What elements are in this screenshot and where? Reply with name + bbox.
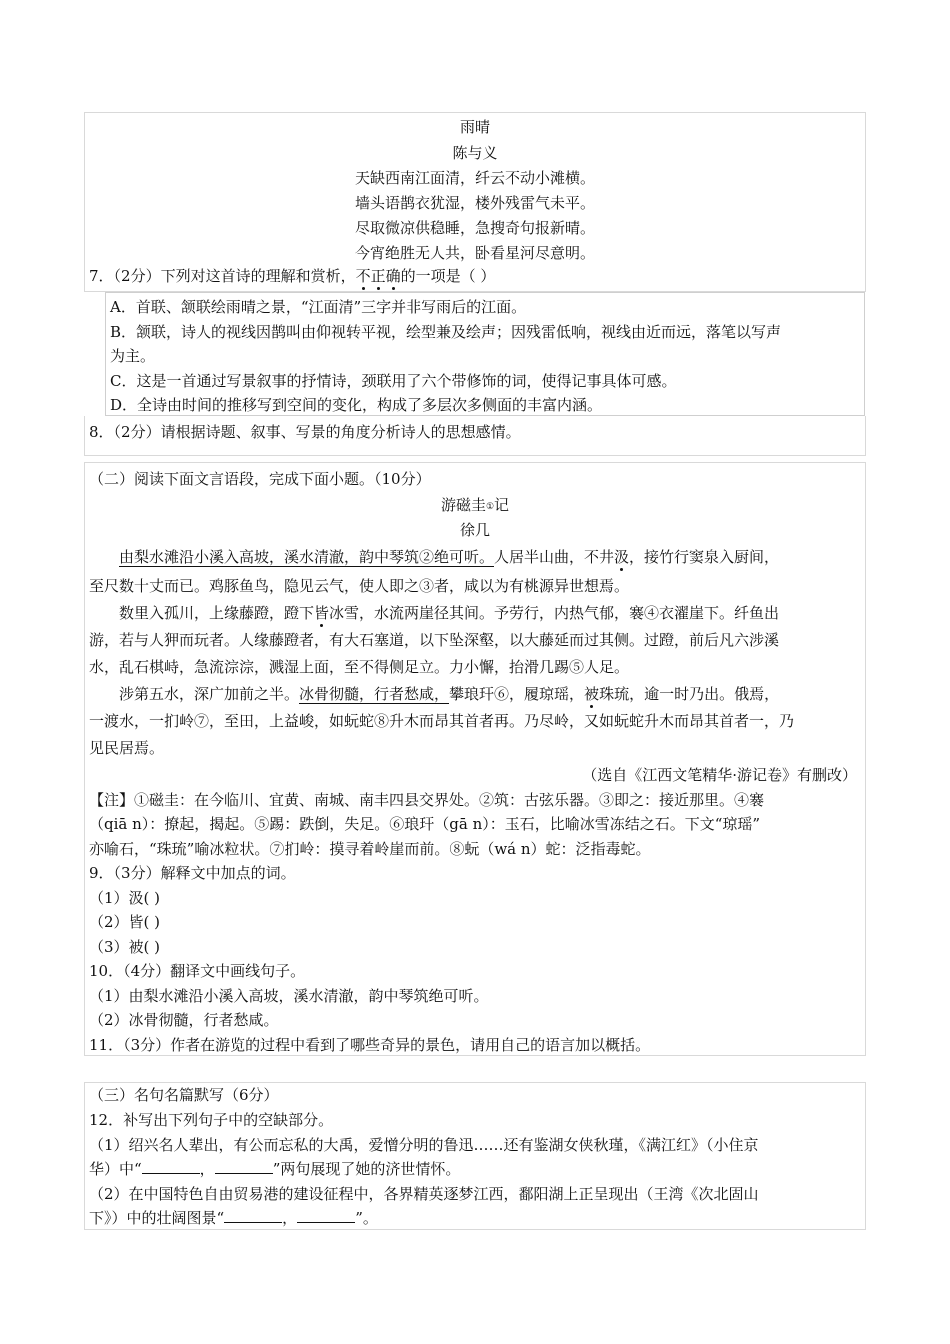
option-d: D．全诗由时间的推移写到空间的变化，构成了多层次多侧面的丰富内涵。 <box>110 396 603 414</box>
question-10-item-2: （2）冰骨彻髓，行者愁咸。 <box>89 1011 279 1029</box>
paragraph-3-line-2: 一渡水，一扪岭⑦，至田，上益峻，如蚖蛇⑧升木而昂其首者再。乃尽岭，又如蚖蛇升木而昂其首者一，乃 <box>89 712 795 730</box>
answer-blank[interactable] <box>297 1208 355 1223</box>
paragraph-2-line-2: 游，若与人狎而玩者。人缘藤蹬者，有大石塞道，以下坠深壑，以大藤延而过其侧。过蹬，前后凡六涉溪 <box>89 631 780 649</box>
paragraph-2-line-1: 数里入孤川，上缘藤蹬，蹬下皆冰雪，水流两崖径其间。予劳行，内热气郁，褰④衣濯崖下。纤鱼出 <box>119 604 780 622</box>
question-8: 8．（2分）请根据诗题、叙事、写景的角度分析诗人的思想感情。 <box>89 423 521 441</box>
question-11: 11．（3分）作者在游览的过程中看到了哪些奇异的景色，请用自己的语言加以概括。 <box>89 1036 651 1054</box>
paragraph-2-line-3: 水，乱石棋峙，急流淙淙，溅湿上面，至不得侧足立。力小懈，抬滑几踢⑤人足。 <box>89 658 630 676</box>
question-10: 10．（4分）翻译文中画线句子。 <box>89 962 306 980</box>
paragraph-1-line-1: 由梨水滩沿小溪入高坡，溪水清澈，韵中琴筑②绝可听。人居半山曲，不井汲，接竹行窦泉入厨间， <box>119 548 780 566</box>
question-12-item-2-line-1: （2）在中国特色自由贸易港的建设征程中，各界精英逐梦江西，鄱阳湖上正呈现出（王湾《次北固山 <box>89 1185 759 1203</box>
poem-line: 尽取微凉供稳睡，急搜奇句报新晴。 <box>354 219 595 237</box>
option-b-cont: 为主。 <box>110 347 156 365</box>
essay-author: 徐几 <box>459 521 490 539</box>
answer-blank[interactable] <box>215 1159 273 1174</box>
option-a: A．首联、颔联绘雨晴之景，“江面清”三字并非写雨后的江面。 <box>110 298 527 316</box>
question-9-item-2: （2）皆( ) <box>89 913 161 931</box>
answer-blank[interactable] <box>224 1208 282 1223</box>
question-9-item-3: （3）被( ) <box>89 938 161 956</box>
paragraph-3-line-3: 见民居焉。 <box>89 739 165 757</box>
question-12-item-2-line-2: 下》）中的壮阔图景“ ， ”。 <box>89 1209 378 1227</box>
question-7-options <box>105 292 865 416</box>
poem-section <box>84 112 866 292</box>
option-b: B．颔联，诗人的视线因鹊叫由仰视转平视，绘型兼及绘声；因残雷低响，视线由近而远，落笔以写声 <box>110 323 782 341</box>
classical-section <box>84 462 866 1056</box>
question-8-box <box>84 416 866 456</box>
poem-line: 天缺西南江面清，纤云不动小滩横。 <box>354 169 595 187</box>
notes-line-3: 亦喻石，“珠琉”喻冰粒状。⑦扪岭：摸寻着岭崖而前。⑧蚖（wá n）蛇：泛指毒蛇。 <box>89 840 651 858</box>
option-c: C．这是一首通过写景叙事的抒情诗，颈联用了六个带修饰的词，使得记事具体可感。 <box>110 372 677 390</box>
question-9-item-1: （1）汲( ) <box>89 889 161 907</box>
question-7-stem: 7．（2分）下列对这首诗的理解和赏析，不正确的一项是（ ） <box>89 267 496 285</box>
question-9: 9．（3分）解释文中加点的词。 <box>89 864 296 882</box>
part3-heading: （三）名句名篇默写（6分） <box>89 1086 279 1104</box>
notes-line-1: 【注】①磁圭：在今临川、宜黄、南城、南丰四县交界处。②筑：古弦乐器。③即之：接近那里。④褰 <box>89 791 765 809</box>
essay-source: （选自《江西文笔精华·游记卷》有删改） <box>582 766 857 784</box>
notes-line-2: （qiā n）：撩起，揭起。⑤踢：跌倒，失足。⑥琅玕（gā n）：玉石，比喻冰雪冻结之石。下文“琼瑶” <box>89 815 761 833</box>
dictation-section <box>84 1082 866 1230</box>
part2-heading: （二）阅读下面文言语段，完成下面小题。（10分） <box>89 470 431 488</box>
poem-author: 陈与义 <box>452 144 498 162</box>
poem-title: 雨晴 <box>459 118 490 136</box>
paragraph-1-line-2: 至尺数十丈而已。鸡豚鱼鸟，隐见云气，使人即之③者，咸以为有桃源异世想焉。 <box>89 577 630 595</box>
answer-blank[interactable] <box>142 1159 200 1174</box>
question-12-item-1-line-2: 华）中“ ， ”两句展现了她的济世情怀。 <box>89 1160 461 1178</box>
essay-title: 游磁圭①记 <box>440 496 510 514</box>
paragraph-3-line-1: 涉第五水，深广加前之半。冰骨彻髓，行者愁咸，攀琅玕⑥，履琼瑶，被珠琉，逾一时乃出。俄焉， <box>119 685 780 703</box>
question-12: 12．补写出下列句子中的空缺部分。 <box>89 1111 334 1129</box>
poem-line: 今宵绝胜无人共，卧看星河尽意明。 <box>354 244 595 262</box>
question-10-item-1: （1）由梨水滩沿小溪入高坡，溪水清澈，韵中琴筑绝可听。 <box>89 987 489 1005</box>
question-12-item-1-line-1: （1）绍兴名人辈出，有公而忘私的大禹，爱憎分明的鲁迅……还有鉴湖女侠秋瑾，《满江红》（小住京 <box>89 1136 759 1154</box>
poem-line: 墙头语鹊衣犹湿，楼外残雷气未平。 <box>354 194 595 212</box>
